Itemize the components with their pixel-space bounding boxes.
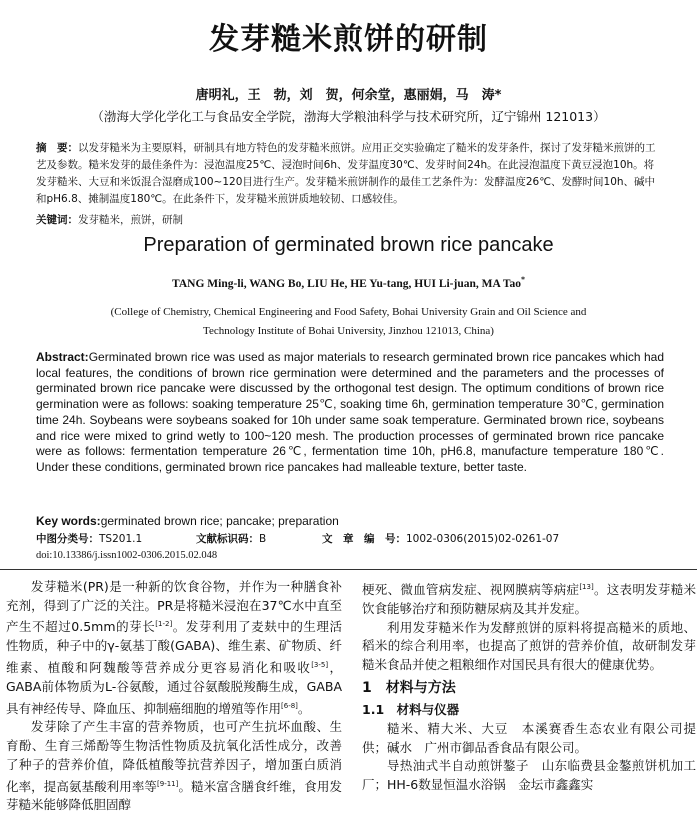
- body-column-right: [362, 578, 696, 795]
- article-number: [322, 531, 559, 546]
- section-divider: [0, 569, 697, 570]
- article-number-label: 文 章 编 号：: [322, 533, 406, 545]
- affiliation-english-line1: (College of Chemistry, Chemical Engineering and Food Safety, Bohai University Grain and Oil Science and: [110, 306, 587, 318]
- affiliation-chinese: （渤海大学化学化工与食品安全学院，渤海大学粮油科学与技术研究所，辽宁锦州 121013）: [91, 109, 606, 124]
- citation: [1-2]: [155, 620, 173, 629]
- body-paragraph: 导热油式半自动煎饼鏊子 山东临费县金鏊煎饼机加工厂；HH-6数显恒温水浴锅 金坛市鑫鑫实: [362, 758, 696, 793]
- document-code-value: B: [259, 533, 267, 545]
- body-column-left: [6, 578, 342, 815]
- section-heading: 1 材料与方法: [362, 679, 456, 696]
- abstract-chinese: [36, 140, 664, 208]
- keywords-chinese-text: 发芽糙米，煎饼，研制: [78, 214, 183, 226]
- authors-english: [0, 275, 697, 290]
- citation: [13]: [579, 583, 594, 591]
- abstract-chinese-text: 以发芽糙米为主要原料，研制具有地方特色的发芽糙米煎饼。应用正交实验确定了糙米的发芽条件，探讨了发芽糙米煎饼的工艺及参数。糙米发芽的最佳条件为：浸泡温度25℃、浸泡时间6h、发芽温度30℃、发芽时间24h。在此浸泡温度下黄豆浸泡10h。将发芽糙米、大豆和米饭混合湿磨成100~120目进行生产。发芽糙米煎饼制作的最佳工艺条件为：发酵温度26℃、发酵时间10h、碱中和pH6.8、摊制温度180℃。在此条件下，发芽糙米煎饼质地较韧、口感较佳。: [36, 142, 656, 205]
- keywords-chinese-label: 关键词：: [36, 214, 78, 226]
- document-code: [196, 531, 266, 546]
- body-paragraph: 梗死、微血管病发症、视网膜病等病症[13]。这表明发芽糙米饮食能够治疗和预防糖尿病及其并发症。: [362, 582, 696, 616]
- citation: [3-5]: [311, 660, 329, 669]
- body-paragraph: 糙米、精大米、大豆 本溪赛香生态农业有限公司提供；碱水 广州市御品香食品有限公司。: [362, 721, 696, 755]
- abstract-english-text: Germinated brown rice was used as major materials to research germinated brown rice pancakes which had local features, the conditions of brown rice germination were determined and the parameters and the processes of germinated brown rice pancake were discussed by the orthogonal test design. The optimum conditions of brown rice germination were as follows: soaking temperature 25℃, soaking time 6h, germination temperature 30℃, germination time 24h. Soybeans were soybeans soaked for 10h under same soak temperature. Germinated brown rice, soybeans and rice were mixed to grind wetly to 100~120 mesh. The production processes of germinated brown rice pancake were as follows: fermentation temperature 26℃, fermentation time 10h, pH6.8, manufacture temperature 180℃. Under these conditions, germinated brown rice pancakes had malleable texture, better taste.: [36, 350, 664, 474]
- keywords-english-label: Key words:: [36, 514, 101, 528]
- clc-number: [36, 531, 142, 546]
- abstract-english: [36, 350, 664, 476]
- abstract-chinese-label: 摘 要：: [36, 142, 78, 154]
- clc-label: 中图分类号：: [36, 533, 99, 545]
- affiliation-english-line2: Technology Institute of Bohai University, Jinzhou 121013, China): [203, 325, 494, 337]
- keywords-chinese: [36, 212, 664, 227]
- authors-chinese: 唐明礼，王 勃，刘 贺，何余堂，惠丽娟，马 涛*: [195, 88, 502, 103]
- article-number-value: 1002-0306(2015)02-0261-07: [406, 533, 560, 545]
- affiliation-english: [0, 303, 697, 341]
- body-paragraph: 发芽除了产生丰富的营养物质，也可产生抗坏血酸、生育酚、生育三烯酚等生物活性物质及抗氧化活性成分，改善了种子的营养价值，降低植酸等抗营养因子，增加蛋白质消化率，提高氨基酸利用率等[9-11]。糙米富含膳食纤维，食用发芽糙米能够降低胆固醇: [6, 719, 342, 813]
- keywords-english-text: germinated brown rice; pancake; preparation: [100, 514, 339, 528]
- keywords-english: [36, 514, 664, 528]
- title-chinese: 发芽糙米煎饼的研制: [209, 22, 488, 57]
- citation: [9-11]: [157, 779, 179, 788]
- body-paragraph: 利用发芽糙米作为发酵煎饼的原料将提高糙米的质地、稻米的综合利用率，也提高了煎饼的营养价值，故研制发芽糙米食品并使之粗粮细作对国民具有很大的健康优势。: [362, 619, 696, 672]
- authors-english-names: TANG Ming-li, WANG Bo, LIU He, HE Yu-tang, HUI Li-juan, MA Tao: [172, 277, 521, 290]
- abstract-english-label: Abstract:: [36, 350, 89, 364]
- document-code-label: 文献标识码：: [196, 533, 259, 545]
- clc-value: TS201.1: [99, 533, 143, 545]
- citation: [6-8]: [281, 701, 298, 710]
- doi: doi:10.13386/j.issn1002-0306.2015.02.048: [36, 550, 218, 561]
- title-english: Preparation of germinated brown rice pancake: [143, 234, 554, 256]
- body-paragraph: 发芽糙米(PR)是一种新的饮食谷物，并作为一种膳食补充剂，得到了广泛的关注。PR是将糙米浸泡在37℃水中直至产生不超过0.5mm的芽长[1-2]。发芽利用了麦麸中的生理活性物质，种子中的γ-氨基丁酸(GABA)、维生素、矿物质、纤维素、植酸和阿魏酸等营养成分更容易消化和吸收[3-5]，GABA前体物质为L-谷氨酸，通过谷氨酸脱羧酶生成，GABA具有神经传导、降血压、抑制癌细胞的增殖等作用[6-8]。: [6, 579, 342, 716]
- corresponding-author-mark: *: [520, 275, 525, 284]
- subsection-heading: 1.1 材料与仪器: [362, 702, 460, 718]
